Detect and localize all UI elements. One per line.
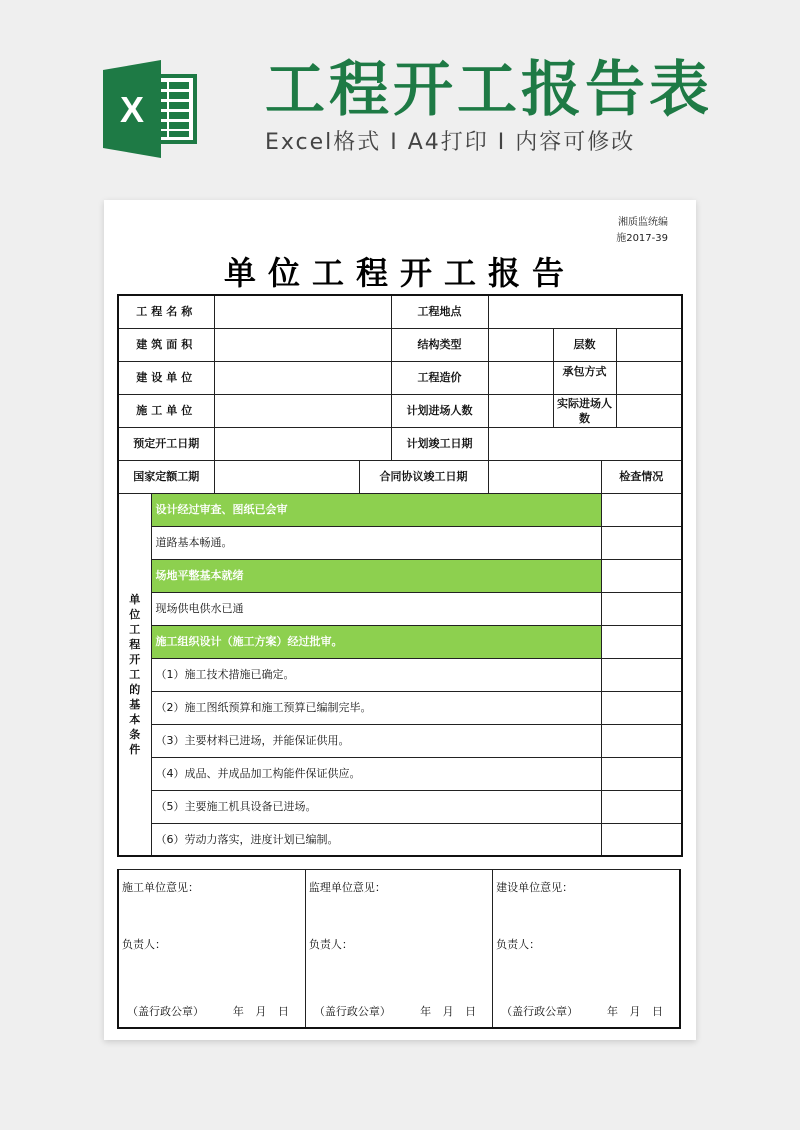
project-info-table <box>117 294 683 857</box>
condition-row: 设计经过审查、图纸已会审 <box>151 493 601 526</box>
signature-supervision-unit[interactable]: 监理单位意见： 负责人： （盖行政公章） 年 月 日 <box>305 870 492 1028</box>
condition-row: （2）施工图纸预算和施工预算已编制完毕。 <box>151 691 601 724</box>
signature-construction-unit[interactable]: 施工单位意见： 负责人： （盖行政公章） 年 月 日 <box>118 870 305 1028</box>
condition-row: （3）主要材料已进场，并能保证供用。 <box>151 724 601 757</box>
input-contract-mode[interactable] <box>616 361 682 394</box>
input-building-area[interactable] <box>214 328 391 361</box>
condition-row: （4）成品、并成品加工构能件保证供应。 <box>151 757 601 790</box>
label-planned-finish: 计划竣工日期 <box>391 427 488 460</box>
condition-row: （5）主要施工机具设备已进场。 <box>151 790 601 823</box>
svg-text:X: X <box>119 89 145 130</box>
label-building-area: 建筑面积 <box>118 328 214 361</box>
input-structure-type[interactable] <box>488 328 553 361</box>
label-planned-start: 预定开工日期 <box>118 427 214 460</box>
document-title: 单位工程开工报告 <box>223 254 576 292</box>
label-construction-unit: 施工单位 <box>118 394 214 427</box>
label-builder-unit: 建设单位 <box>118 361 214 394</box>
inspection-cell[interactable] <box>601 559 682 592</box>
inspection-cell[interactable] <box>601 493 682 526</box>
input-planned-workers[interactable] <box>488 394 553 427</box>
inspection-cell[interactable] <box>601 658 682 691</box>
condition-row: （1）施工技术措施已确定。 <box>151 658 601 691</box>
condition-row: 道路基本畅通。 <box>151 526 601 559</box>
label-project-cost: 工程造价 <box>391 361 488 394</box>
input-planned-start[interactable] <box>214 427 391 460</box>
label-project-location: 工程地点 <box>391 295 488 328</box>
inspection-cell[interactable] <box>601 757 682 790</box>
input-construction-unit[interactable] <box>214 394 391 427</box>
condition-row: 现场供电供水已通 <box>151 592 601 625</box>
label-floors: 层数 <box>553 328 616 361</box>
input-builder-unit[interactable] <box>214 361 391 394</box>
page-title: 工程开工报告表 <box>265 55 713 125</box>
input-national-quota-period[interactable] <box>214 460 359 493</box>
input-contract-finish[interactable] <box>488 460 601 493</box>
document-number: 湘质监统编 施2017-39 <box>616 217 668 244</box>
label-national-quota-period: 国家定额工期 <box>118 460 214 493</box>
input-floors[interactable] <box>616 328 682 361</box>
condition-row: 施工组织设计（施工方案）经过批审。 <box>151 625 601 658</box>
inspection-cell[interactable] <box>601 592 682 625</box>
input-actual-workers[interactable] <box>616 394 682 427</box>
excel-icon <box>103 60 203 158</box>
label-contract-mode: 承包方式 <box>553 361 616 394</box>
label-project-name: 工程名称 <box>118 295 214 328</box>
input-project-cost[interactable] <box>488 361 553 394</box>
input-planned-finish[interactable] <box>488 427 682 460</box>
inspection-cell[interactable] <box>601 526 682 559</box>
inspection-cell[interactable] <box>601 724 682 757</box>
inspection-cell[interactable] <box>601 625 682 658</box>
input-project-name[interactable] <box>214 295 391 328</box>
label-actual-workers: 实际进场人数 <box>553 394 616 427</box>
label-structure-type: 结构类型 <box>391 328 488 361</box>
page-subtitle: Excel格式 I A4打印 I 内容可修改 <box>265 130 636 155</box>
signature-table <box>117 869 681 1029</box>
report-sheet <box>104 200 696 1040</box>
label-contract-finish: 合同协议竣工日期 <box>359 460 488 493</box>
inspection-cell[interactable] <box>601 823 682 856</box>
label-planned-workers: 计划进场人数 <box>391 394 488 427</box>
inspection-cell[interactable] <box>601 790 682 823</box>
inspection-cell[interactable] <box>601 691 682 724</box>
signature-builder-unit[interactable]: 建设单位意见： 负责人： （盖行政公章） 年 月 日 <box>493 870 680 1028</box>
input-project-location[interactable] <box>488 295 682 328</box>
condition-row: 场地平整基本就绪 <box>151 559 601 592</box>
condition-row: （6）劳动力落实，进度计划已编制。 <box>151 823 601 856</box>
conditions-label: 单 位 工 程 开 工 的 基 本 条 件 <box>118 493 151 856</box>
label-inspection: 检查情况 <box>601 460 682 493</box>
